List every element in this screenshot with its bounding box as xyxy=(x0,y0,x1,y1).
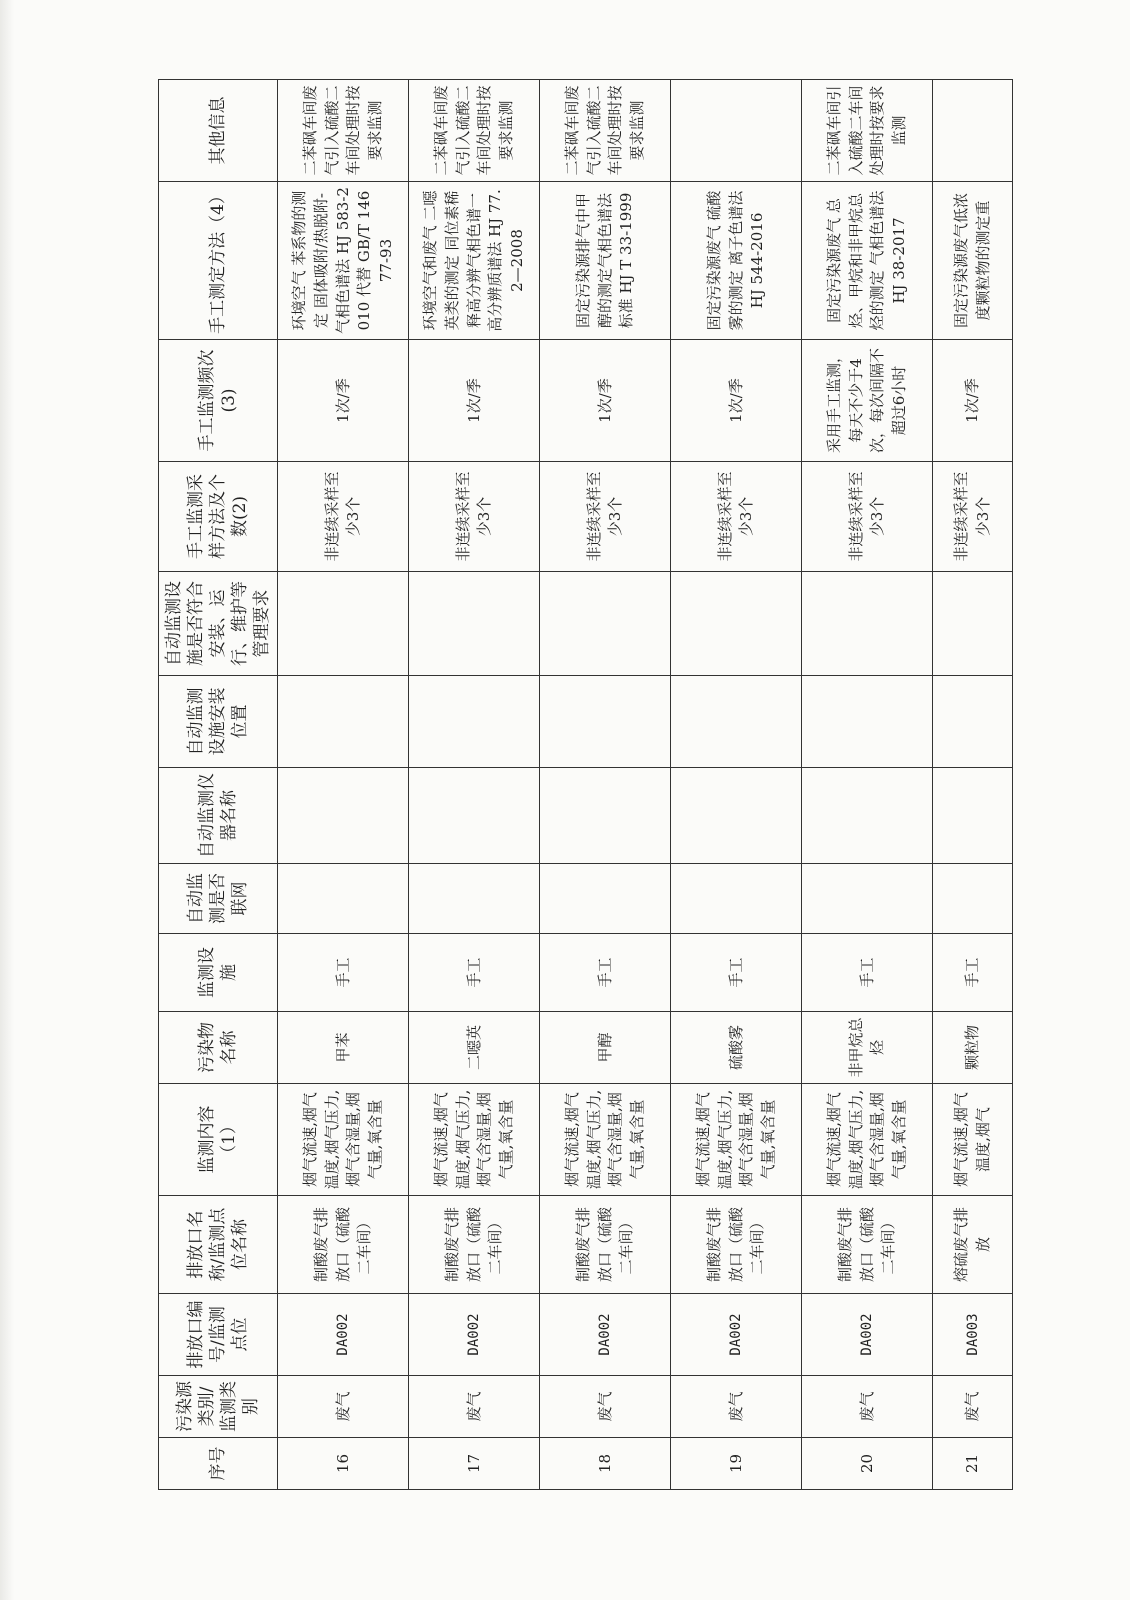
column-header: 排放口名称/监测点位名称 xyxy=(159,1196,278,1294)
table-cell xyxy=(933,676,1013,768)
column-header: 自动监测仪器名称 xyxy=(159,768,278,864)
scan-edge-shadow xyxy=(0,0,14,1600)
column-header: 排放口编号/监测点位 xyxy=(159,1294,278,1376)
column-header: 手工监测采样方法及个数(2) xyxy=(159,462,278,572)
table-cell: 废气 xyxy=(933,1376,1013,1438)
table-cell xyxy=(278,768,409,864)
column-header: 序号 xyxy=(159,1438,278,1490)
table-cell: 制酸废气排放口（硫酸二车间） xyxy=(671,1196,802,1294)
table-cell xyxy=(409,768,540,864)
table-cell: 非连续采样至少3个 xyxy=(671,462,802,572)
column-header: 监测内容（1） xyxy=(159,1084,278,1196)
table-row xyxy=(409,80,540,1490)
table-cell xyxy=(671,80,802,182)
table-cell: 固定污染源废气 总烃、甲烷和非甲烷总烃的测定 气相色谱法 HJ 38-2017 xyxy=(802,182,933,340)
table-cell xyxy=(671,768,802,864)
table-cell xyxy=(540,676,671,768)
table-cell xyxy=(802,864,933,934)
table-cell xyxy=(802,572,933,676)
table-cell: 制酸废气排放口（硫酸二车间） xyxy=(540,1196,671,1294)
table-cell: 熔硫废气排放 xyxy=(933,1196,1013,1294)
column-header: 其他信息 xyxy=(159,80,278,182)
table-cell xyxy=(671,572,802,676)
column-header: 手工监测频次(3) xyxy=(159,340,278,462)
table-cell xyxy=(671,676,802,768)
table-cell: 烟气流速,烟气温度,烟气压力,烟气含湿量,烟气量,氧含量 xyxy=(671,1084,802,1196)
table-cell xyxy=(933,864,1013,934)
table-cell xyxy=(540,768,671,864)
table-cell: 1次/季 xyxy=(933,340,1013,462)
table-cell: 手工 xyxy=(540,934,671,1012)
table-cell: 二苯砜车间引入硫酸二车间处理时按要求监测 xyxy=(802,80,933,182)
table-cell: DA003 xyxy=(933,1294,1013,1376)
table-cell xyxy=(540,864,671,934)
table-cell: 16 xyxy=(278,1438,409,1490)
table-cell: 烟气流速,烟气温度,烟气压力,烟气含湿量,烟气量,氧含量 xyxy=(278,1084,409,1196)
table-cell: DA002 xyxy=(671,1294,802,1376)
table-cell xyxy=(540,572,671,676)
table-cell: 手工 xyxy=(933,934,1013,1012)
table-cell: 非连续采样至少3个 xyxy=(933,462,1013,572)
table-cell xyxy=(802,768,933,864)
table-cell: DA002 xyxy=(409,1294,540,1376)
table-cell: DA002 xyxy=(540,1294,671,1376)
rotated-page-content xyxy=(158,80,992,1490)
table-cell xyxy=(933,768,1013,864)
column-header: 手工测定方法（4） xyxy=(159,182,278,340)
table-cell xyxy=(278,572,409,676)
monitoring-plan-table xyxy=(158,79,1013,1490)
table-cell: 甲醇 xyxy=(540,1012,671,1084)
table-cell xyxy=(802,676,933,768)
table-cell: 手工 xyxy=(802,934,933,1012)
table-cell: 废气 xyxy=(278,1376,409,1438)
table-cell: 采用手工监测，每天不少于4次，每次间隔不超过6小时 xyxy=(802,340,933,462)
table-cell: 非连续采样至少3个 xyxy=(278,462,409,572)
table-cell: 制酸废气排放口（硫酸二车间） xyxy=(802,1196,933,1294)
table-cell: 废气 xyxy=(540,1376,671,1438)
table-cell: 甲苯 xyxy=(278,1012,409,1084)
table-cell: DA002 xyxy=(802,1294,933,1376)
column-header: 自动监测设施是否符合安装、运行、维护等管理要求 xyxy=(159,572,278,676)
table-cell: 非甲烷总烃 xyxy=(802,1012,933,1084)
table-row xyxy=(802,80,933,1490)
column-header: 自动监测是否联网 xyxy=(159,864,278,934)
table-cell: 制酸废气排放口（硫酸二车间） xyxy=(409,1196,540,1294)
table-cell: 手工 xyxy=(409,934,540,1012)
table-cell: 烟气流速,烟气温度,烟气压力,烟气含湿量,烟气量,氧含量 xyxy=(802,1084,933,1196)
table-cell: DA002 xyxy=(278,1294,409,1376)
table-cell: 环境空气和废气 二噁英类的测定 同位素稀释高分辨气相色谱一高分辨质谱法 HJ 77.2—2008 xyxy=(409,182,540,340)
table-cell xyxy=(933,572,1013,676)
table-cell: 废气 xyxy=(409,1376,540,1438)
table-cell: 18 xyxy=(540,1438,671,1490)
table-header-row xyxy=(159,80,278,1490)
column-header: 自动监测设施安装位置 xyxy=(159,676,278,768)
table-cell: 废气 xyxy=(802,1376,933,1438)
table-cell: 二苯砜车间废气引入硫酸二车间处理时按要求监测 xyxy=(278,80,409,182)
table-row xyxy=(933,80,1013,1490)
table-cell: 非连续采样至少3个 xyxy=(409,462,540,572)
table-cell: 手工 xyxy=(278,934,409,1012)
table-cell: 1次/季 xyxy=(671,340,802,462)
table-cell: 烟气流速,烟气温度,烟气压力,烟气含湿量,烟气量,氧含量 xyxy=(409,1084,540,1196)
table-row xyxy=(671,80,802,1490)
table-cell: 二苯砜车间废气引入硫酸二车间处理时按要求监测 xyxy=(409,80,540,182)
table-cell: 17 xyxy=(409,1438,540,1490)
table-cell: 固定污染源废气低浓度颗粒物的测定重 xyxy=(933,182,1013,340)
table-cell xyxy=(409,864,540,934)
table-cell: 1次/季 xyxy=(278,340,409,462)
table-cell: 固定污染源排气中甲醇的测定气相色谱法 标准 HJ T 33-1999 xyxy=(540,182,671,340)
table-cell xyxy=(409,572,540,676)
column-header: 监测设施 xyxy=(159,934,278,1012)
table-cell: 烟气流速,烟气温度,烟气 xyxy=(933,1084,1013,1196)
table-row xyxy=(278,80,409,1490)
table-cell: 烟气流速,烟气温度,烟气压力,烟气含湿量,烟气量,氧含量 xyxy=(540,1084,671,1196)
table-cell xyxy=(409,676,540,768)
table-cell: 1次/季 xyxy=(409,340,540,462)
table-cell xyxy=(671,864,802,934)
column-header: 污染源类别/监测类别 xyxy=(159,1376,278,1438)
table-cell: 废气 xyxy=(671,1376,802,1438)
table-cell xyxy=(278,864,409,934)
table-cell: 手工 xyxy=(671,934,802,1012)
table-row xyxy=(540,80,671,1490)
table-cell: 硫酸雾 xyxy=(671,1012,802,1084)
table-cell: 21 xyxy=(933,1438,1013,1490)
column-header: 污染物名称 xyxy=(159,1012,278,1084)
table-cell: 19 xyxy=(671,1438,802,1490)
table-cell xyxy=(933,80,1013,182)
table-cell: 非连续采样至少3个 xyxy=(802,462,933,572)
table-cell: 固定污染源废气 硫酸雾的测定 离子色谱法 HJ 544-2016 xyxy=(671,182,802,340)
table-cell: 20 xyxy=(802,1438,933,1490)
table-cell: 非连续采样至少3个 xyxy=(540,462,671,572)
table-cell: 二苯砜车间废气引入硫酸二车间处理时按要求监测 xyxy=(540,80,671,182)
table-cell: 二噁英 xyxy=(409,1012,540,1084)
table-cell: 颗粒物 xyxy=(933,1012,1013,1084)
table-cell: 1次/季 xyxy=(540,340,671,462)
table-cell: 制酸废气排放口（硫酸二车间） xyxy=(278,1196,409,1294)
table-cell xyxy=(278,676,409,768)
table-cell: 环境空气 苯系物的测定 固体吸附/热脱附-气相色谱法 HJ 583-2010 代替 GB/T 14677-93 xyxy=(278,182,409,340)
